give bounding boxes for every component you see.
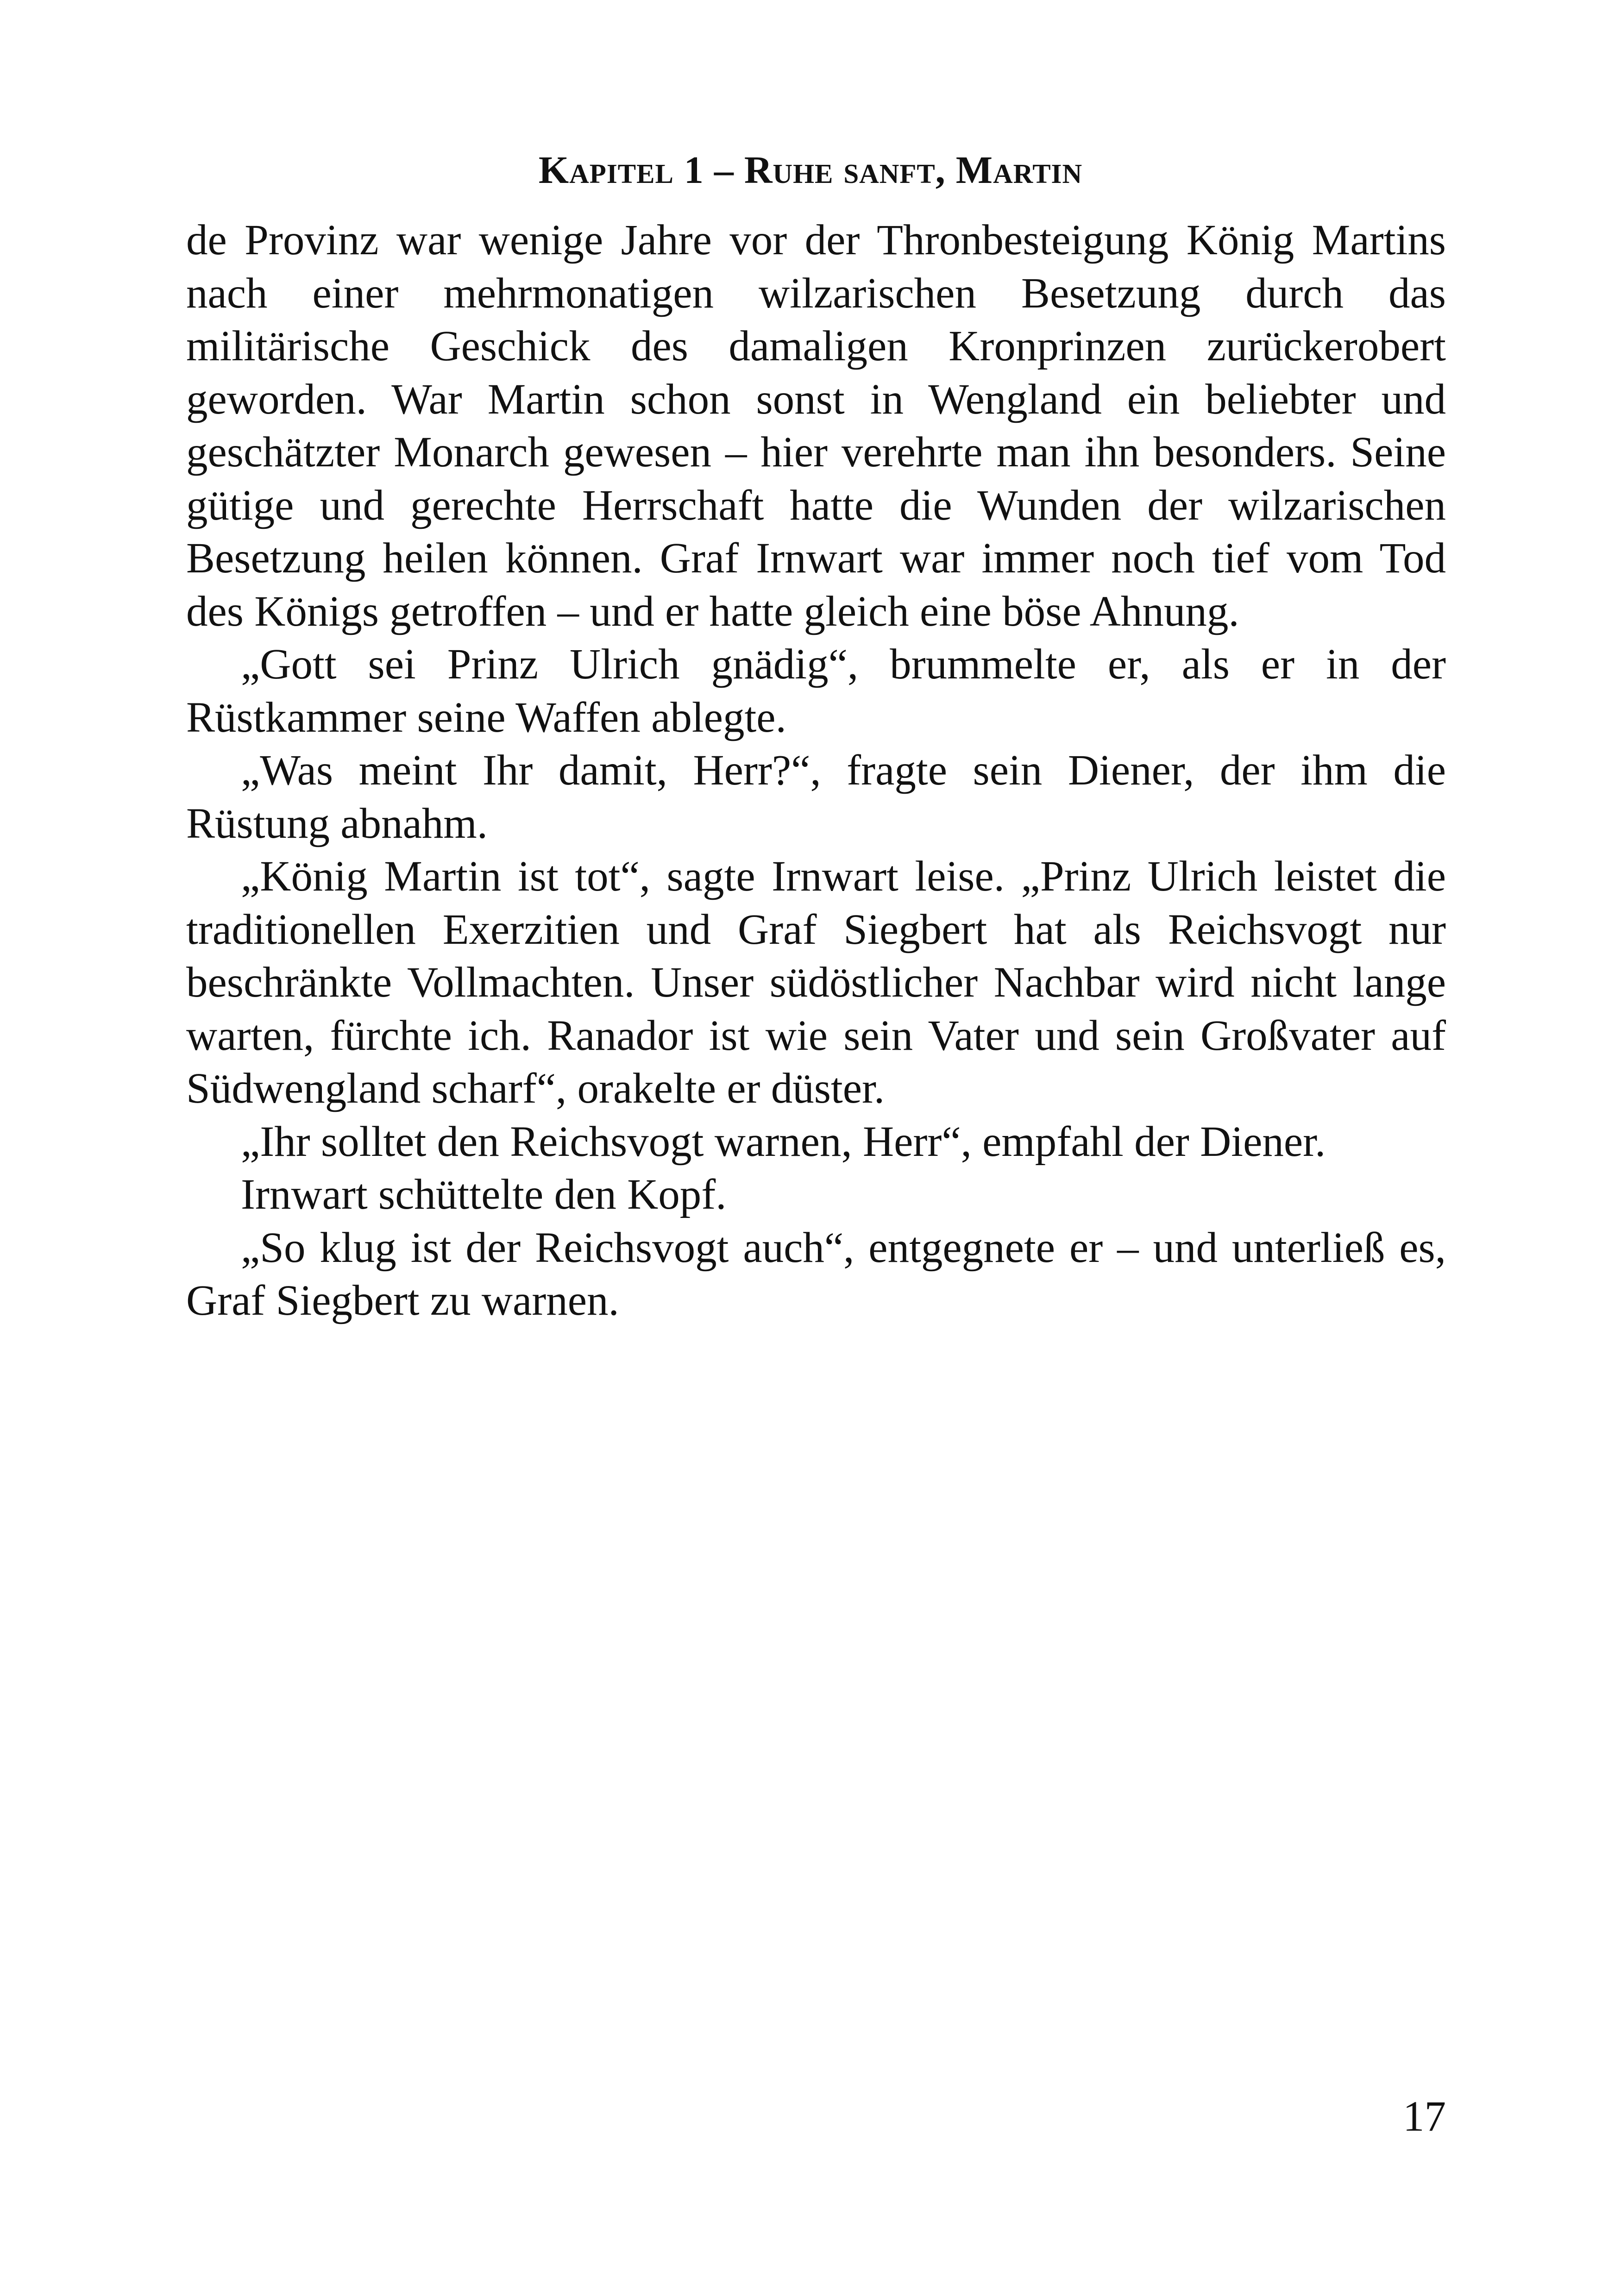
paragraph: de Provinz war wenige Jahre vor der Thronbesteigung König Martins nach einer mehrmonatigen wilzarischen Besetzung durch das militärische Geschick des damaligen Kronprinzen zurückerobert geworden. War Martin schon sonst in Wengland ein beliebter und geschätzter Monarch gewesen – hier verehrte man ihn besonders. Seine gütige und gerechte Herrschaft hatte die Wunden der wilzarischen Besetzung heilen können. Graf Irnwart war immer noch tief vom Tod des Königs getroffen – und er hatte gleich eine böse Ahnung. (186, 216, 1446, 635)
body-text (186, 214, 1446, 1328)
running-head: Kapitel 1 – Ruhe sanft, Martin (538, 149, 1083, 192)
paragraph: „Was meint Ihr damit, Herr?“, fragte sein Diener, der ihm die Rüstung abnahm. (186, 747, 1446, 847)
page-number: 17 (1403, 2093, 1446, 2140)
paragraph: Irnwart schüttelte den Kopf. (241, 1171, 727, 1218)
paragraph: „König Martin ist tot“, sagte Irnwart leise. „Prinz Ulrich leistet die traditionellen Exerzitien und Graf Siegbert hat als Reichsvogt nur beschränkte Vollmachten. Unser südöstlicher Nachbar wird nicht lange warten, fürchte ich. Ranador ist wie sein Vater und sein Großvater auf Südwengland scharf“, orakelte er düster. (186, 853, 1446, 1112)
paragraph: „Ihr solltet den Reichsvogt warnen, Herr“, empfahl der Diener. (241, 1117, 1326, 1166)
paragraph: „Gott sei Prinz Ulrich gnädig“, brummelte er, als er in der Rüstkammer seine Waffen ablegte. (186, 640, 1446, 741)
paragraph: „So klug ist der Reichsvogt auch“, entgegnete er – und unterließ es, Graf Siegbert zu warnen. (186, 1223, 1446, 1324)
